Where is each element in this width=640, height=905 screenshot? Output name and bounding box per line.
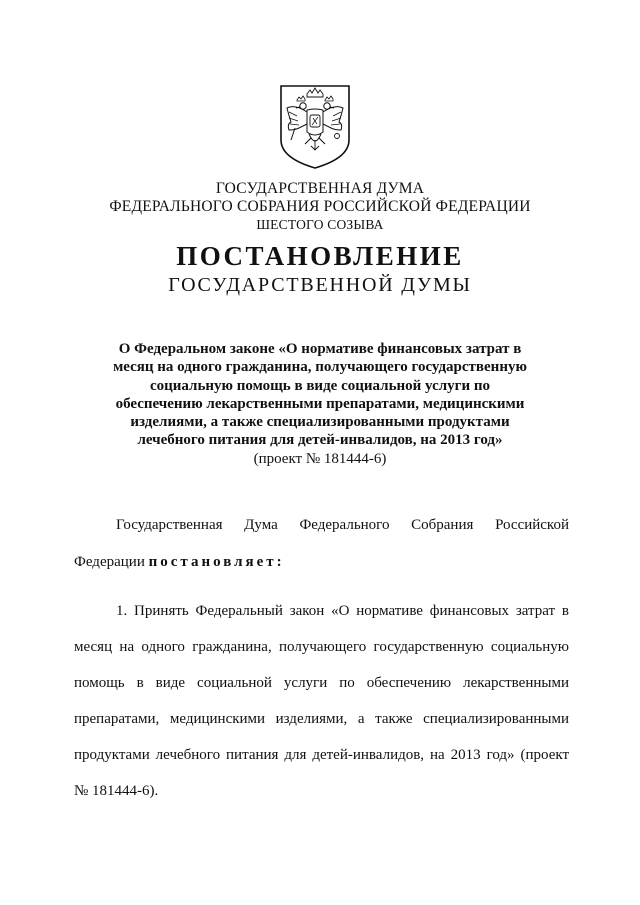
header-federal-assembly: ФЕДЕРАЛЬНОГО СОБРАНИЯ РОССИЙСКОЙ ФЕДЕРАЦИИ (109, 198, 531, 215)
item-1-text: № 181444-6). (74, 783, 159, 799)
document-subtitle: ГОСУДАРСТВЕННОЙ ДУМЫ (168, 274, 472, 296)
item-1-text: препаратами, медицинскими изделиями, а также специализированными (74, 711, 569, 727)
item-1-text: 1. Принять Федеральный закон «О нормативе финансовых затрат в (116, 603, 569, 619)
preamble-text: Государственная Дума Федерального Собрания Российской (116, 517, 569, 533)
preamble-line-2 (74, 553, 569, 572)
subject-line: О Федеральном законе «О нормативе финансовых затрат в (118, 341, 522, 357)
subject-line: лечебного питания для детей-инвалидов, на 2013 год» (137, 432, 503, 449)
subject-line: изделиями, а также специализированными продуктами (130, 414, 510, 431)
subject-line: социальную помощь в виде социальной услуги по (149, 377, 490, 394)
item-1-line-3 (74, 674, 569, 693)
item-1-line-5 (74, 746, 569, 765)
preamble-line-1 (74, 516, 569, 535)
preamble-prefix: Федерации (74, 554, 149, 570)
russian-coat-of-arms-icon (277, 82, 353, 172)
preamble-continuation (74, 553, 569, 572)
header-convocation: ШЕСТОГО СОЗЫВА (256, 217, 384, 232)
project-number: (проект № 181444-6) (253, 451, 387, 467)
header-duma: ГОСУДАРСТВЕННАЯ ДУМА (215, 180, 425, 197)
preamble-resolves: постановляет: (148, 554, 285, 570)
item-1-text: месяц на одного гражданина, получающего государственную социальную (74, 639, 569, 655)
item-1-line-4 (74, 710, 569, 729)
item-1-text: продуктами лечебного питания для детей-инвалидов, на 2013 год» (проект (74, 747, 569, 763)
item-1-line-6 (74, 782, 569, 801)
resolution-subject (100, 340, 540, 450)
item-1-text: помощь в виде социальной услуги по обеспечению лекарственными (74, 675, 569, 691)
document-title: ПОСТАНОВЛЕНИЕ (176, 241, 464, 271)
subject-line: обеспечению лекарственными препаратами, медицинскими (115, 395, 525, 412)
item-1-line-1 (74, 602, 569, 621)
subject-line: месяц на одного гражданина, получающего государственную (113, 359, 527, 376)
item-1-line-2 (74, 638, 569, 657)
